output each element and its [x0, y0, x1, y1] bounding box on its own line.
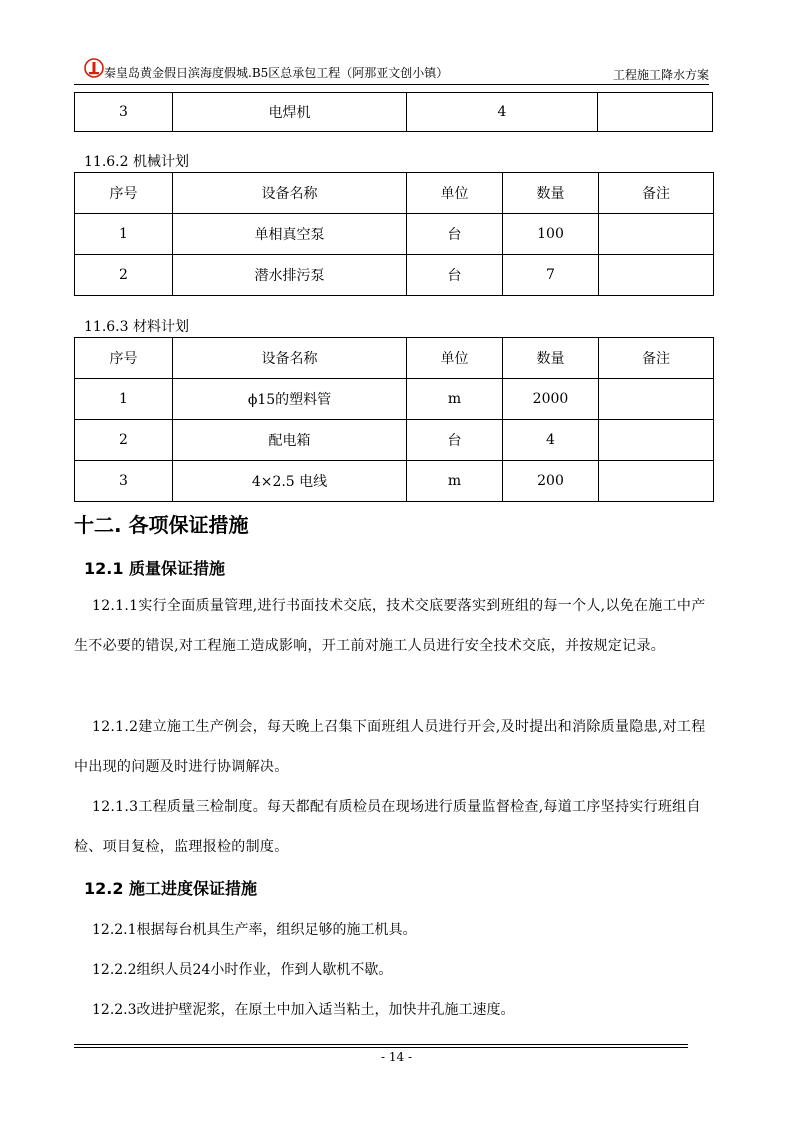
- material-plan-table: [74, 337, 714, 502]
- subsection-title: 11.6.2 机械计划: [84, 154, 189, 170]
- header-divider: [74, 84, 709, 85]
- table-cell: 台: [407, 255, 503, 296]
- table-header-cell: 备注: [599, 173, 714, 214]
- table-cell: [599, 379, 714, 420]
- table-header-row: [75, 173, 714, 214]
- table-cell: [599, 214, 714, 255]
- table-cell: 7: [503, 255, 599, 296]
- table-cell: 潜水排污泵: [173, 255, 407, 296]
- table-cell: 1: [75, 379, 173, 420]
- table-cell: [599, 461, 714, 502]
- table-row: [75, 461, 714, 502]
- table-cell: 4: [503, 420, 599, 461]
- table-cell: ϕ15的塑料管: [173, 379, 407, 420]
- table-row: [75, 420, 714, 461]
- table-header-cell: 设备名称: [173, 173, 407, 214]
- table-cell: 台: [407, 214, 503, 255]
- section-heading: 12.2 施工进度保证措施: [84, 879, 258, 898]
- paragraph: [74, 707, 714, 787]
- table-header-cell: 单位: [407, 173, 503, 214]
- table-cell: 4: [407, 93, 598, 132]
- paragraph-text: 12.1.3工程质量三检制度。每天都配有质检员在现场进行质量监督检查,每道工序坚持实行班组自检、项目复检，监理报检的制度。: [74, 799, 701, 855]
- subsection-title: 11.6.3 材料计划: [84, 319, 189, 335]
- header-doc-title: 工程施工降水方案: [612, 68, 709, 82]
- table-header-cell: 序号: [75, 338, 173, 379]
- table-row: [75, 255, 714, 296]
- table-row: [75, 93, 713, 132]
- header-project-title: 秦皇岛黄金假日滨海度假城.B5区总承包工程（阿那亚文创小镇）: [104, 66, 449, 80]
- paragraph-text: 12.2.3改进护壁泥浆，在原土中加入适当粘土，加快井孔施工速度。: [92, 1002, 515, 1018]
- table-cell: m: [407, 379, 503, 420]
- table-cell: 1: [75, 214, 173, 255]
- table-cell: 3: [75, 461, 173, 502]
- table-cell: 4×2.5 电线: [173, 461, 407, 502]
- table-header-cell: 数量: [503, 338, 599, 379]
- table-cell: 2000: [503, 379, 599, 420]
- table-header-cell: 数量: [503, 173, 599, 214]
- paragraph: [74, 787, 714, 867]
- table-cell: 2: [75, 420, 173, 461]
- paragraph: [74, 586, 714, 666]
- table-cell: 配电箱: [173, 420, 407, 461]
- table-header-cell: 设备名称: [173, 338, 407, 379]
- paragraph-text: 12.2.2组织人员24小时作业，作到人歇机不歇。: [92, 962, 393, 978]
- company-logo-icon: [84, 58, 104, 78]
- paragraph-text: 12.1.2建立施工生产例会，每天晚上召集下面班组人员进行开会,及时提出和消除质量隐患,对工程中出现的问题及时进行协调解决。: [74, 719, 706, 775]
- table-cell: [599, 420, 714, 461]
- table-cell: 3: [75, 93, 173, 132]
- table-row: [75, 214, 714, 255]
- machinery-plan-table: [74, 172, 714, 296]
- table-cell: m: [407, 461, 503, 502]
- table-cell: 100: [503, 214, 599, 255]
- table-cell: 电焊机: [173, 93, 407, 132]
- section-heading: 12.1 质量保证措施: [84, 559, 226, 578]
- paragraph-text: 12.2.1根据每台机具生产率，组织足够的施工机具。: [92, 922, 417, 938]
- chapter-heading: 十二. 各项保证措施: [74, 513, 249, 537]
- paragraph-text: 12.1.1实行全面质量管理,进行书面技术交底，技术交底要落实到班组的每一个人,以免在施工中产生不必要的错误,对工程施工造成影响，开工前对施工人员进行安全技术交底，并按规定记录。: [74, 598, 706, 654]
- page-number: - 14 -: [380, 1050, 412, 1064]
- table-row: [75, 379, 714, 420]
- footer-divider: [74, 1044, 688, 1045]
- table-header-cell: 序号: [75, 173, 173, 214]
- table-cell: [598, 93, 713, 132]
- table-header-cell: 备注: [599, 338, 714, 379]
- continued-table: [74, 92, 713, 132]
- table-cell: 200: [503, 461, 599, 502]
- footer-divider: [74, 1047, 688, 1048]
- table-cell: [599, 255, 714, 296]
- table-header-cell: 单位: [407, 338, 503, 379]
- table-cell: 单相真空泵: [173, 214, 407, 255]
- table-cell: 2: [75, 255, 173, 296]
- table-cell: 台: [407, 420, 503, 461]
- table-header-row: [75, 338, 714, 379]
